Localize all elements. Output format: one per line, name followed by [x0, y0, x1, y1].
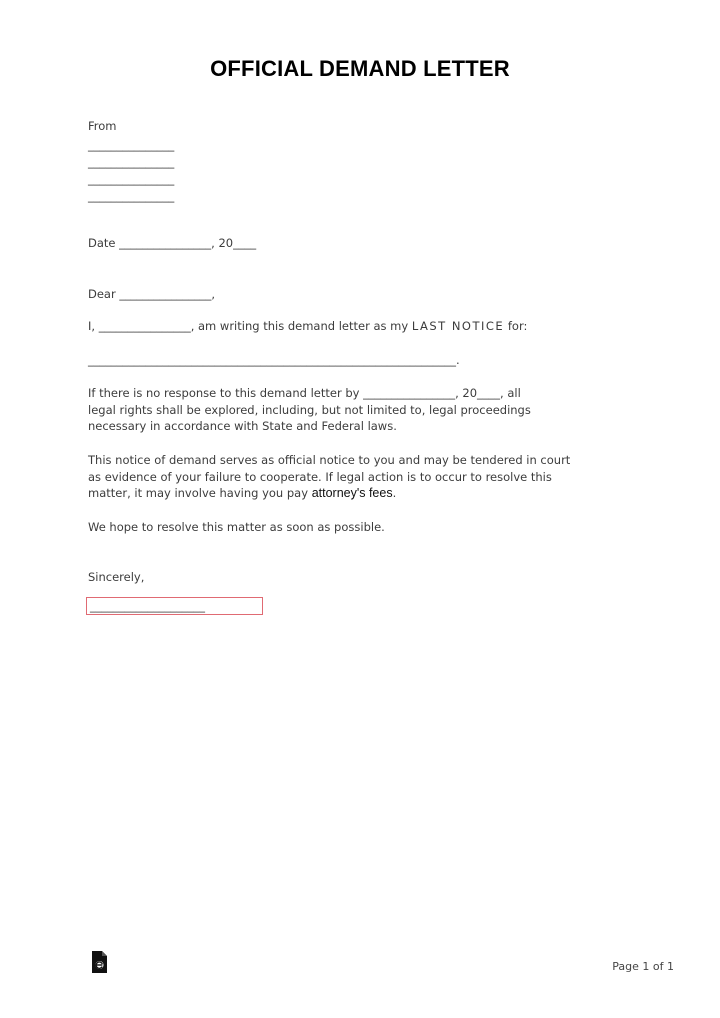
from-line-1[interactable]: _______________ — [88, 138, 175, 152]
page-number: Page 1 of 1 — [612, 960, 674, 973]
from-line-4[interactable]: _______________ — [88, 189, 175, 203]
notice-paragraph — [88, 452, 636, 502]
attorneys-fees-text: attorney's fees — [311, 486, 393, 500]
document-title: OFFICIAL DEMAND LETTER — [210, 56, 510, 81]
dear-line[interactable]: Dear ________________, — [88, 287, 216, 301]
last-notice-text: LAST NOTICE — [411, 319, 505, 333]
response-line-3: necessary in accordance with State and Federal laws. — [88, 419, 397, 433]
notice-line-2: as evidence of your failure to cooperate. If legal action is to occur to resolve this — [88, 469, 552, 484]
signature-field[interactable] — [86, 597, 263, 615]
notice-line-1: This notice of demand serves as official notice to you and may be tendered in court — [88, 453, 571, 467]
sincerely-text: Sincerely, — [88, 570, 145, 584]
date-line[interactable]: Date ________________, 20____ — [88, 236, 257, 250]
reason-line[interactable]: ________________________________________________________________. — [88, 353, 460, 367]
response-paragraph — [88, 385, 636, 435]
notice-line-3-suffix: . — [392, 486, 397, 500]
intro-prefix[interactable]: I, ________________, am writing this demand letter as my — [88, 319, 409, 333]
document-logo-icon — [91, 951, 107, 973]
intro-suffix: for: — [507, 319, 528, 333]
from-line-3[interactable]: _______________ — [88, 172, 175, 186]
from-line-2[interactable]: _______________ — [88, 155, 175, 169]
notice-line-3-prefix: matter, it may involve having you pay — [88, 486, 309, 500]
signature-line[interactable]: ____________________ — [90, 599, 205, 613]
response-line-2: legal rights shall be explored, including, but not limited to, legal proceedings — [88, 402, 531, 417]
from-label: From — [88, 119, 117, 133]
intro-line — [88, 318, 527, 334]
response-line-1[interactable]: If there is no response to this demand letter by ________________, 20____, all — [88, 386, 521, 400]
closing-paragraph: We hope to resolve this matter as soon as possible. — [88, 520, 385, 534]
notice-line-3 — [88, 485, 636, 502]
